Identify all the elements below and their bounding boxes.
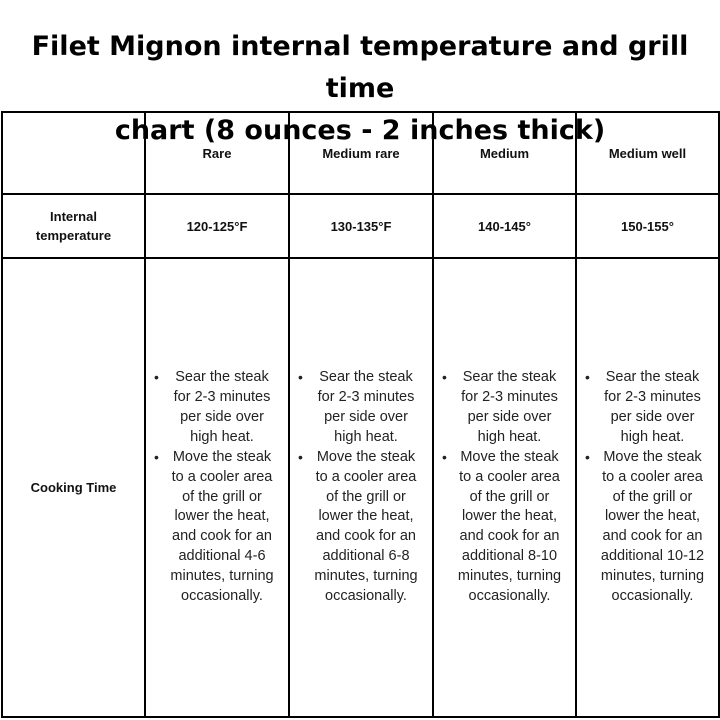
temperature-medium-rare: 130-135°F [289, 194, 433, 258]
step-sear [585, 368, 706, 448]
steps-list [438, 368, 571, 607]
header-cell-medium-rare: Medium rare [289, 112, 433, 194]
step-move [154, 448, 276, 607]
step-move [298, 448, 420, 607]
doneness-table [1, 111, 720, 718]
header-cell-medium: Medium [433, 112, 576, 194]
bullet-icon: • [585, 448, 590, 465]
steps-list [581, 368, 714, 607]
bullet-icon: • [154, 448, 159, 465]
step-move [442, 448, 563, 607]
temperature-medium-well: 150-155° [576, 194, 719, 258]
temperature-row-label [2, 194, 145, 258]
cooking-time-medium [433, 258, 576, 717]
step-sear [298, 368, 420, 448]
step-text: Sear the steak for 2-3 minutes per side over high heat. [173, 369, 271, 445]
title-line-1: Filet Mignon internal temperature and grill time [31, 31, 689, 104]
temperature-row [2, 194, 719, 258]
step-sear [442, 368, 563, 448]
header-row [2, 112, 719, 194]
bullet-icon: • [585, 369, 590, 386]
bullet-icon: • [298, 448, 303, 465]
bullet-icon: • [154, 369, 159, 386]
cooking-time-row [2, 258, 719, 717]
bullet-icon: • [442, 448, 447, 465]
title-line-2: chart (8 ounces - 2 inches thick) [114, 115, 606, 146]
step-text: Move the steak to a cooler area of the grill or lower the heat, and cook for an additional 10-12 minutes, turning occasionally. [600, 448, 705, 605]
header-cell-rare: Rare [145, 112, 289, 194]
step-move [585, 448, 706, 607]
step-text: Sear the steak for 2-3 minutes per side over high heat. [461, 369, 558, 445]
cooking-time-medium-well [576, 258, 719, 717]
step-text: Move the steak to a cooler area of the grill or lower the heat, and cook for an additional 4-6 minutes, turning occasionally. [170, 448, 274, 605]
step-text: Sear the steak for 2-3 minutes per side over high heat. [317, 369, 415, 445]
header-cell-empty [2, 112, 145, 194]
step-sear [154, 368, 276, 448]
temperature-medium: 140-145° [433, 194, 576, 258]
steps-list [294, 368, 428, 607]
header-cell-medium-well: Medium well [576, 112, 719, 194]
bullet-icon: • [442, 369, 447, 386]
steps-list [150, 368, 284, 607]
cooking-time-medium-rare [289, 258, 433, 717]
temperature-rare: 120-125°F [145, 194, 289, 258]
cooking-time-label: Cooking Time [2, 258, 145, 717]
bullet-icon: • [298, 369, 303, 386]
step-text: Move the steak to a cooler area of the grill or lower the heat, and cook for an additional 8-10 minutes, turning occasionally. [457, 448, 562, 605]
step-text: Sear the steak for 2-3 minutes per side over high heat. [604, 369, 701, 445]
temperature-label-line-1: Internal [50, 209, 97, 224]
temperature-label-line-2: temperature [35, 228, 112, 243]
cooking-time-rare [145, 258, 289, 717]
step-text: Move the steak to a cooler area of the grill or lower the heat, and cook for an additional 6-8 minutes, turning occasionally. [314, 448, 418, 605]
